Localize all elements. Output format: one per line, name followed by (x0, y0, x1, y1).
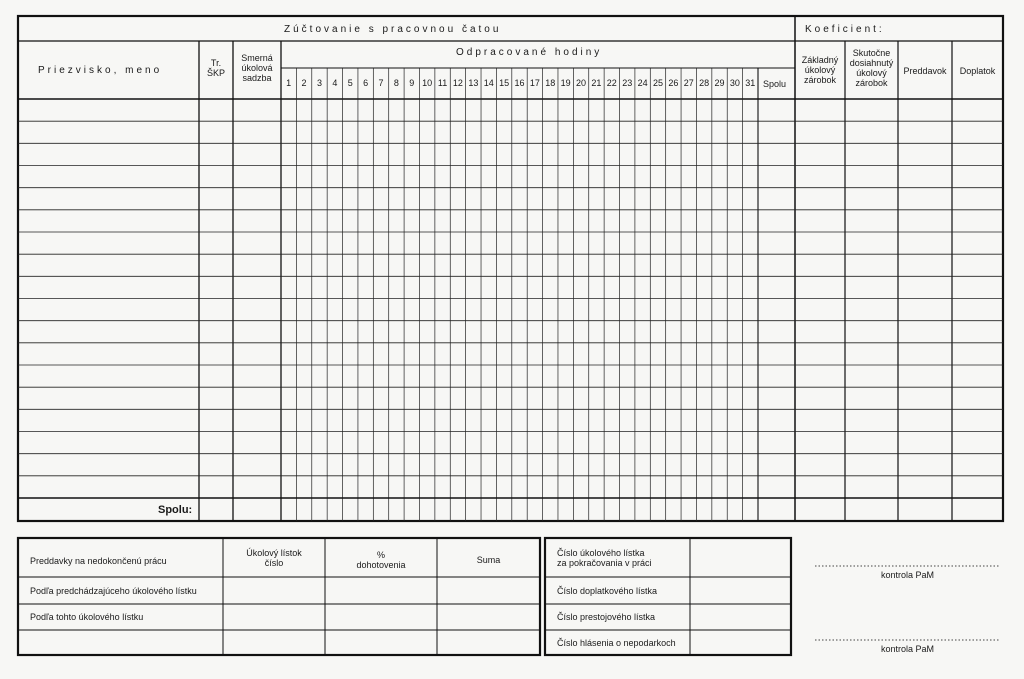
ukolovy-line-1: Úkolový lístok (246, 548, 302, 558)
day-number: 4 (332, 78, 338, 88)
advances-header-label: Preddavky na nedokončenú prácu (30, 556, 167, 566)
day-number: 8 (393, 78, 399, 88)
ticket-defects-label: Číslo hlásenia o nepodarkoch (557, 638, 676, 648)
form-title: Zúčtovanie s pracovnou čatou (284, 24, 502, 35)
day-number: 9 (409, 78, 415, 88)
ticket-continuation-line-2: za pokračovania v práci (557, 558, 652, 568)
percent-line-1: % (376, 550, 385, 560)
skutocne-line-1: Skutočne (852, 48, 891, 58)
day-number: 29 (714, 78, 725, 88)
col-header-tr: Tr. (210, 58, 222, 68)
day-number: 15 (499, 78, 510, 88)
col-header-skutocne (845, 48, 898, 88)
skutocne-line-3: úkolový (856, 68, 887, 78)
body-row-lines (18, 121, 1003, 476)
day-number: 20 (576, 78, 587, 88)
day-number: 12 (452, 78, 463, 88)
signature-label-1: kontrola PaM (880, 570, 935, 580)
day-number: 31 (745, 78, 756, 88)
col-header-spolu: Spolu (763, 79, 787, 89)
col-header-zakladny (795, 55, 845, 85)
day-number: 24 (637, 78, 648, 88)
advances-col-ukolovy (223, 548, 325, 568)
advances-row-current: Podľa tohto úkolového lístku (30, 612, 144, 622)
advances-col-suma: Suma (476, 555, 501, 565)
day-number: 7 (378, 78, 384, 88)
day-number: 14 (483, 78, 494, 88)
ukolovy-line-2: číslo (264, 558, 284, 568)
day-number: 1 (286, 78, 292, 88)
day-number: 18 (545, 78, 556, 88)
col-header-tr-skp (199, 58, 233, 78)
ticket-continuation-line-1: Číslo úkolového lístka (557, 548, 645, 558)
advances-row-previous: Podľa predchádzajúceho úkolového lístku (30, 586, 197, 596)
day-number: 28 (699, 78, 710, 88)
col-header-hours: Odpracované hodiny (456, 47, 603, 58)
advances-col-percent (325, 550, 437, 570)
day-number: 11 (437, 78, 448, 88)
day-number: 5 (347, 78, 353, 88)
day-number: 17 (529, 78, 540, 88)
ticket-surcharge-label: Číslo doplatkového lístka (557, 586, 658, 596)
day-number: 2 (301, 78, 307, 88)
skutocne-line-2: dosiahnutý (849, 58, 894, 68)
day-number: 16 (514, 78, 525, 88)
day-number: 23 (622, 78, 633, 88)
total-label: Spolu: (158, 504, 193, 516)
day-number: 3 (316, 78, 322, 88)
day-column-lines (296, 68, 742, 521)
col-header-skp: ŠKP (206, 68, 225, 78)
day-number: 10 (422, 78, 433, 88)
skutocne-line-4: zárobok (855, 78, 888, 88)
col-header-doplatok: Doplatok (959, 66, 996, 76)
col-header-name: Priezvisko, meno (38, 65, 163, 76)
day-number: 26 (668, 78, 679, 88)
smerna-line-3: sadzba (242, 73, 272, 83)
zakladny-line-2: úkolový (804, 65, 836, 75)
day-number: 30 (729, 78, 740, 88)
smerna-line-1: Smerná (241, 53, 273, 63)
signature-label-2: kontrola PaM (880, 644, 935, 654)
ticket-downtime-label: Číslo prestojového lístka (557, 612, 656, 622)
main-table-border (18, 16, 1003, 521)
day-number: 22 (606, 78, 617, 88)
zakladny-line-1: Základný (801, 55, 839, 65)
day-number: 27 (683, 78, 694, 88)
ticket-continuation-label (557, 548, 652, 568)
col-header-smerna (233, 53, 281, 83)
day-number: 19 (560, 78, 571, 88)
day-number: 13 (468, 78, 479, 88)
smerna-line-2: úkolová (241, 63, 273, 73)
percent-line-2: dohotovenia (356, 560, 406, 570)
day-number: 25 (652, 78, 663, 88)
zakladny-line-3: zárobok (803, 75, 837, 85)
coefficient-label: Koeficient: (805, 24, 885, 35)
col-header-preddavok: Preddavok (903, 66, 947, 76)
day-number: 21 (591, 78, 602, 88)
day-number: 6 (363, 78, 369, 88)
